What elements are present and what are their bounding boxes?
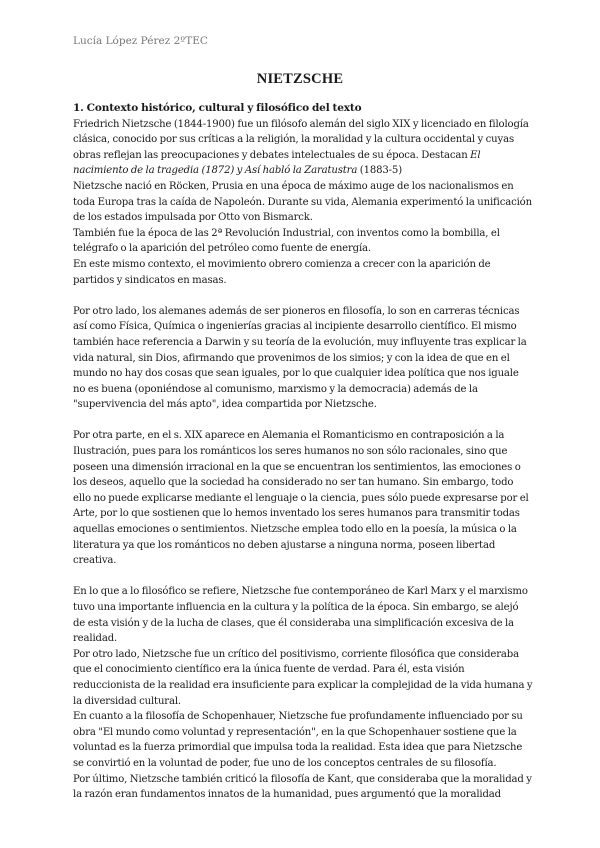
paragraph-kant: Por último, Nietzsche también criticó la filosofía de Kant, que consideraba que la moralidad y la razón eran fundamentos innatos de la humanidad, pues argumentó que la moralidad	[73, 773, 532, 801]
work-title-connector: (1872) y	[198, 165, 245, 177]
paragraph-marx: En lo que a lo filosófico se refiere, Nietzsche fue contemporáneo de Karl Marx y el marxismo tuvo una importante influencia en la cultura y la política de la época. Sin embargo, se alejó de esta visión y de la lucha de clases, que él consideraba una simplificación excesiva de la realidad.	[73, 586, 528, 645]
paragraph-birth: Nietzsche nació en Röcken, Prusia en una época de máximo auge de los nacionalismos en toda Europa tras la caída de Napoleón. Durante su vida, Alemania experimentó la unificación de los estados impulsada por Otto von Bismarck.	[73, 180, 532, 224]
page-title: NIETZSCHE	[256, 71, 344, 87]
work-dates: (1883-5)	[357, 165, 402, 177]
section-heading: 1. Contexto histórico, cultural y filosófico del texto	[73, 102, 362, 114]
paragraph-schopenhauer: En cuanto a la filosofía de Schopenhauer, Nietzsche fue profundamente influenciado por su obra "El mundo como voluntad y representación", en la que Schopenhauer sostiene que la voluntad es la fuerza primordial que impulsa toda la realidad. Esta idea que para Nietzsche se convirtió en la voluntad de poder, fue uno de los conceptos centrales de su filosofía.	[73, 711, 523, 769]
paragraph-industrial-revolution: También fue la época de las 2ª Revolución Industrial, con inventos como la bombilla, el telégrafo o la aparición del petróleo como fuente de energía.	[73, 227, 500, 255]
paragraph-romanticism: Por otra parte, en el s. XIX aparece en Alemania el Romanticismo en contraposición a la Ilustración, pues para los románticos los seres humanos no son sólo racionales, sino que poseen una dimensión irracional en la que se encuentran los sentimientos, las emociones o los deseos, aquello que la sociedad ha considerado no ser tan humano. Sin embargo, todo ello no puede explicarse mediante el lenguaje o la ciencia, pues sólo puede expresarse por el Arte, por lo que sostienen que lo hemos inventado los seres humanos para transmitir todas aquellas emociones o sentimientos. Nietzsche emplea todo ello en la poesía, la música o la literatura ya que los románticos no deben ajustarse a ninguna norma, poseen libertad creativa.	[73, 430, 529, 567]
work-title-zaratustra: Así habló la Zaratustra	[244, 165, 358, 177]
work-title-tragedia: El nacimiento de la tragedia	[73, 149, 481, 177]
paragraph-intro-text: Friedrich Nietzsche (1844-1900) fue un filósofo alemán del siglo XIX y licenciado en filología clásica, conocido por sus críticas a la religión, la moralidad y la cultura occidental y cuyas obras reflejan las preocupaciones y debates intelectuales de su época. Destacan	[73, 118, 529, 161]
paragraph-workers-movement: En este mismo contexto, el movimiento obrero comienza a crecer con la aparición de partidos y sindicatos en masas.	[73, 258, 491, 286]
document-body	[73, 101, 533, 803]
paragraph-science-darwin: Por otro lado, los alemanes además de ser pioneros en filosofía, lo son en carreras técnicas así como Física, Química o ingenierías gracias al incipiente desarrollo científico. El mismo también hace referencia a Darwin y su teoría de la evolución, muy influyente tras explicar la vida natural, sin Dios, afirmando que provenimos de los simios; y con la idea de que en el mundo no hay dos cosas que sean iguales, por lo que cualquier idea política que nos iguale no es buena (oponiéndose al comunismo, marxismo y la democracia) además de la "supervivencia del más apto", idea compartida por Nietzsche.	[73, 305, 527, 411]
paragraph-intro	[73, 117, 533, 179]
header-author: Lucía López Pérez 2ºTEC	[73, 35, 208, 47]
paragraph-positivism: Por otro lado, Nietzsche fue un crítico del positivismo, corriente filosófica que consideraba que el conocimiento científico era la única fuente de verdad. Para él, esta visión reduccionista de la realidad era insuficiente para explicar la complejidad de la vida humana y la diversidad cultural.	[73, 648, 533, 707]
